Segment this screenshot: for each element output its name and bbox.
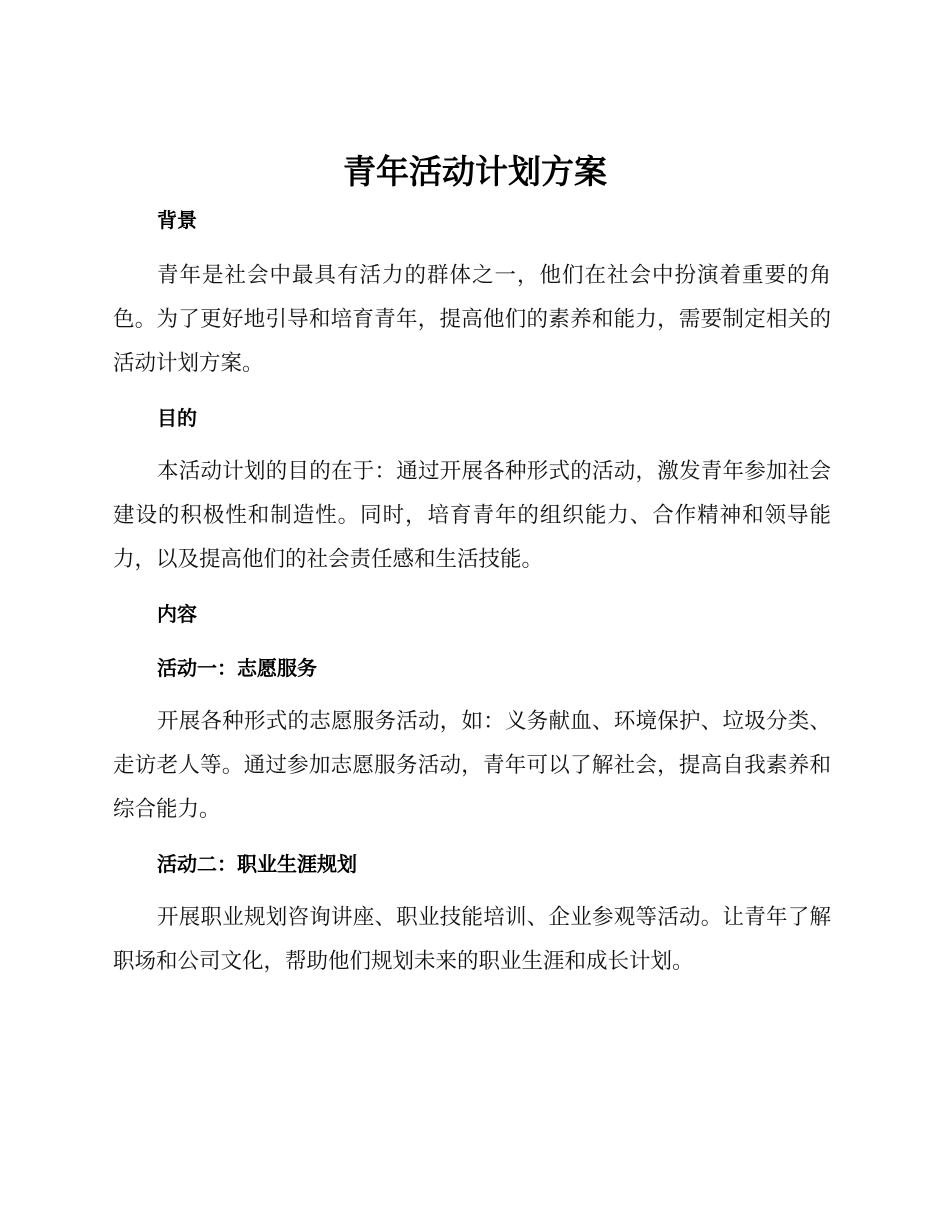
section-text-purpose: 本活动计划的目的在于：通过开展各种形式的活动，激发青年参加社会建设的积极性和制造性。同时，培育青年的组织能力、合作精神和领导能力，以及提高他们的社会责任感和生活技能。 [113,459,831,572]
section-heading-background: 背景 [157,208,197,232]
activity-text-career: 开展职业规划咨询讲座、职业技能培训、企业参观等活动。让青年了解职场和公司文化，帮助他们规划未来的职业生涯和成长计划。 [113,905,831,974]
document-title: 青年活动计划方案 [343,152,607,191]
section-heading-purpose: 目的 [157,406,197,430]
activity-heading-volunteer: 活动一：志愿服务 [157,656,317,680]
document-body [113,198,831,984]
activity-heading-career: 活动二：职业生涯规划 [157,852,357,876]
activity-text-volunteer: 开展各种形式的志愿服务活动，如：义务献血、环境保护、垃圾分类、走访老人等。通过参加志愿服务活动，青年可以了解社会，提高自我素养和综合能力。 [113,709,831,822]
section-text-background: 青年是社会中最具有活力的群体之一，他们在社会中扮演着重要的角色。为了更好地引导和培育青年，提高他们的素养和能力，需要制定相关的活动计划方案。 [113,263,831,376]
section-heading-content: 内容 [157,602,197,626]
